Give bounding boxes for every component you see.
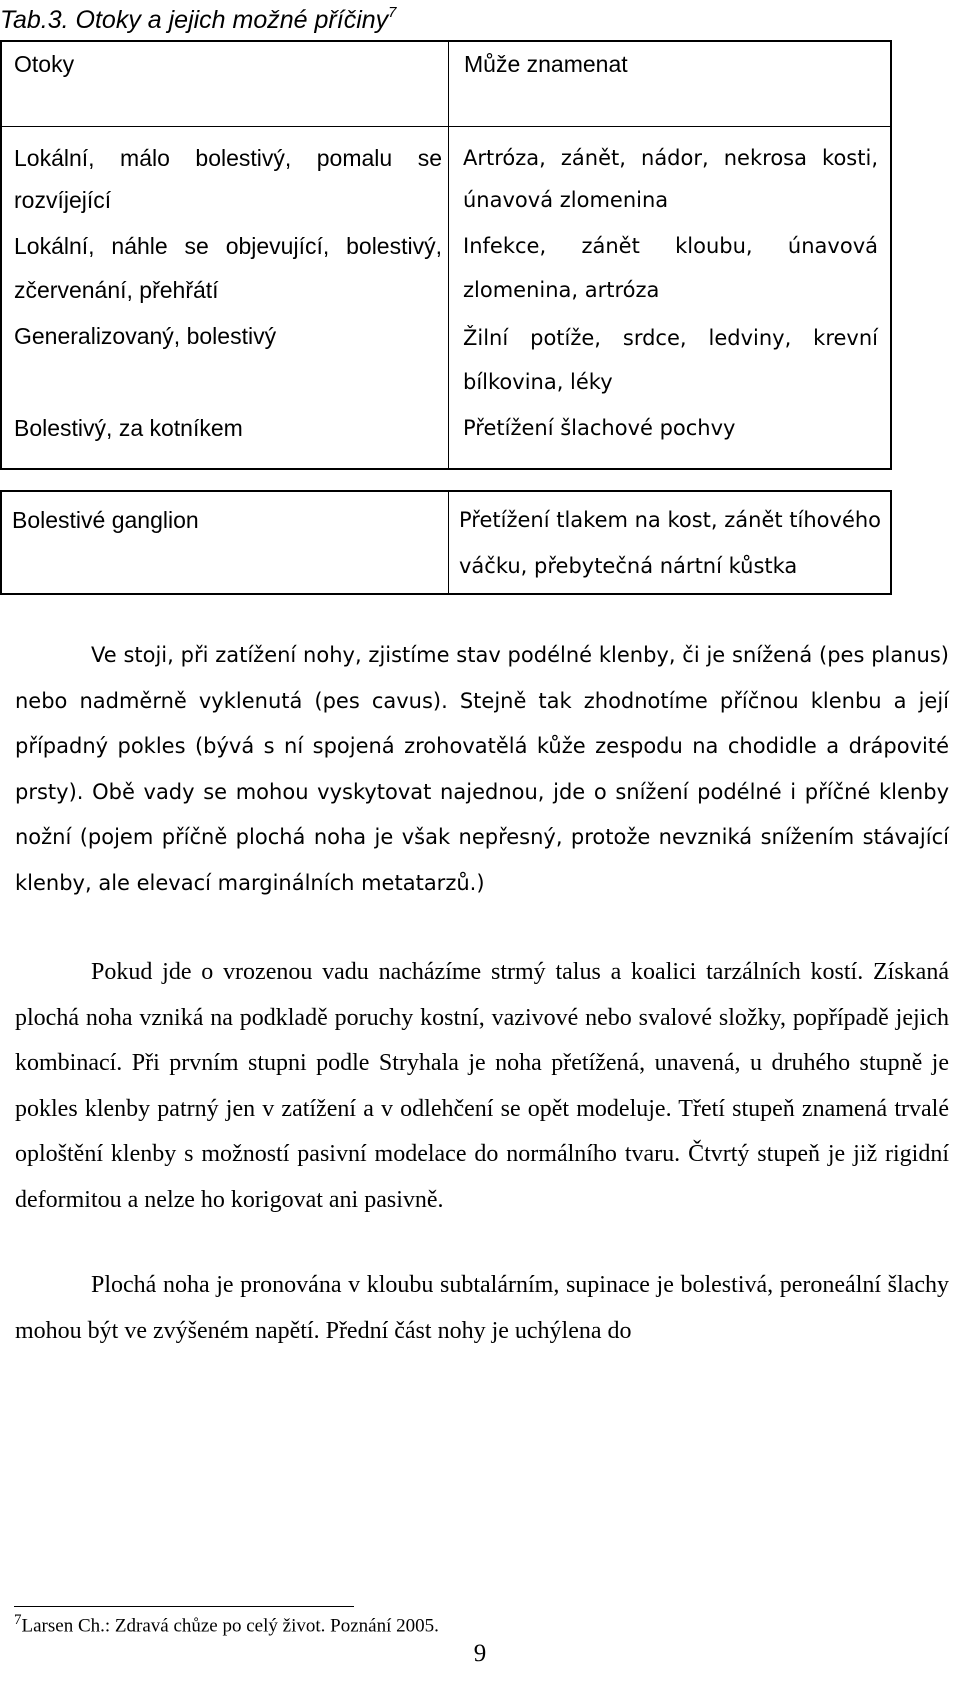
- table2-border-bottom: [0, 593, 892, 595]
- table-border-left: [0, 40, 2, 470]
- row4-right-line1: Přetížení šlachové pochvy: [463, 416, 736, 440]
- footnote: [14, 1612, 439, 1637]
- footnote-number: 7: [14, 1612, 22, 1628]
- paragraph-3: Plochá noha je pronována v kloubu subtalárním, supinace je bolestivá, peroneální šlachy mohou být ve zvýšeném napětí. Přední část nohy je uchýlena do: [15, 1272, 949, 1344]
- table2-border-top: [0, 490, 892, 492]
- table2-cell-left: Bolestivé ganglion: [12, 507, 199, 533]
- row1-right-line1: Artróza, zánět, nádor, nekrosa kosti,: [463, 146, 878, 170]
- table-cell-right: [463, 222, 878, 314]
- table-cell-left: [14, 134, 442, 224]
- table-cell-left: [14, 312, 442, 360]
- table-header-divider: [0, 126, 892, 127]
- table2-border-left: [0, 490, 2, 595]
- footnote-rule: [14, 1606, 354, 1607]
- row1-right-line2: únavová zlomenina: [463, 188, 669, 212]
- row3-right-line1: Žilní potíže, srdce, ledviny, krevní: [463, 326, 878, 350]
- table-cell-right: [463, 314, 878, 406]
- table2-cell-right: [459, 496, 884, 590]
- paragraph-1: Ve stoji, při zatížení nohy, zjistíme stav podélné klenby, či je snížená (pes planus) nebo nadměrně vyklenutá (pes cavus). Stejně tak zhodnotíme příčnou klenbu a její případný pokles (bývá s ní spojená zrohovatělá kůže zespodu na chodidle a drápovité prsty). Obě vady se mohou vyskytovat najednou, jde o snížení podélné i příčné klenby nožní (pojem příčně plochá noha je však nepřesný, protože nevzniká snížením stávající klenby, ale elevací marginálních metatarzů.): [15, 643, 949, 895]
- row5-right-line2: váčku, přebytečná nártní kůstka: [459, 554, 798, 578]
- table-border-top: [0, 40, 892, 42]
- row1-left-line1: Lokální, málo bolestivý, pomalu se: [14, 145, 442, 171]
- table-cell-right: [463, 134, 878, 224]
- table-border-bottom: [0, 468, 892, 470]
- table-cell-left: [14, 222, 442, 314]
- table2-border-right: [890, 490, 892, 595]
- table-caption: Tab.3. Otoky a jejich možné příčiny$^7$: [0, 4, 397, 34]
- row1-left-line2: rozvíjející: [14, 187, 112, 213]
- footnote-text: Larsen Ch.: Zdravá chůze po celý život. Poznání 2005.: [21, 1615, 439, 1637]
- paragraph-2: Pokud jde o vrozenou vadu nacházíme strmý talus a koalici tarzálních kostí. Získaná plochá noha vzniká na podkladě poruchy kostní, vazivové nebo svalové složky, popřípadě jejich kombinací. Při prvním stupni podle Stryhala je noha přetížená, unavená, u druhého stupně je pokles klenby patrný jen v zatížení a v odlehčení se opět modeluje. Třetí stupeň znamená trvalé oploštění klenby s možností pasivní modelace do normálního tvaru. Čtvrtý stupeň je již rigidní deformitou a nelze ho korigovat ani pasivně.: [15, 959, 949, 1213]
- row2-right-line1: Infekce, zánět kloubu, únavová: [463, 234, 878, 258]
- row2-right-line2: zlomenina, artróza: [463, 278, 660, 302]
- row3-right-line2: bílkovina, léky: [463, 370, 613, 394]
- table-cell-left: [14, 404, 442, 452]
- row2-left-line1: Lokální, náhle se objevující, bolestivý,: [14, 233, 442, 259]
- table-header-otoky: Otoky: [14, 51, 75, 77]
- row5-right-line1: Přetížení tlakem na kost, zánět tíhového: [459, 508, 882, 532]
- table-cell-right: [463, 404, 878, 452]
- table-header-muze-znamenat: Může znamenat: [464, 51, 628, 77]
- table-border-mid: [448, 40, 449, 470]
- footnote-ref: 7: [388, 4, 397, 21]
- table2-border-mid: [448, 490, 449, 595]
- row2-left-line2: zčervenání, přehřátí: [14, 277, 219, 303]
- table-border-right: [890, 40, 892, 470]
- row3-left-line1: Generalizovaný, bolestivý: [14, 323, 277, 349]
- page-number: 9: [473, 1640, 487, 1667]
- row4-left-line1: Bolestivý, za kotníkem: [14, 415, 243, 441]
